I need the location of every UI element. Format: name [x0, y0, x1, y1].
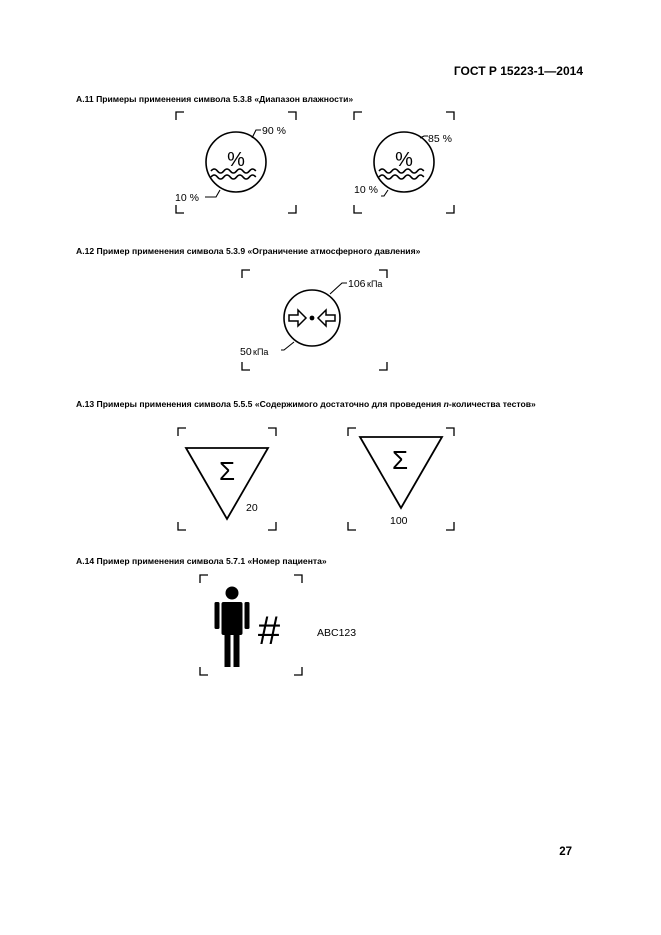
patient-number-example — [194, 571, 364, 681]
test-count-label: 20 — [246, 502, 258, 514]
person-icon — [215, 587, 250, 668]
caption-a13-italic-n: n — [443, 399, 449, 409]
document-code: ГОСТ Р 15223-1—2014 — [453, 64, 583, 78]
arrow-right-icon — [289, 310, 306, 326]
caption-a13-part1: А.13 Примеры применения символа 5.5.5 «Содержимого достаточно для проведения — [76, 399, 444, 409]
caption-a13 — [76, 398, 584, 411]
upper-pressure-value: 106 — [348, 278, 366, 290]
upper-limit-label: 90 % — [262, 125, 286, 137]
pressure-limit-example — [236, 266, 396, 374]
lower-limit-label: 10 % — [354, 184, 378, 196]
hash-icon: # — [257, 609, 281, 653]
upper-limit-label: 85 % — [428, 133, 452, 145]
lower-leader-line — [281, 342, 294, 350]
lower-leader-line — [205, 190, 220, 197]
sigma-icon: Σ — [391, 445, 409, 475]
caption-a14: А.14 Пример применения символа 5.7.1 «Номер пациента» — [76, 556, 327, 566]
humidity-range-example-1 — [170, 110, 305, 215]
upper-leader-line — [420, 136, 428, 138]
sigma-icon: Σ — [218, 456, 236, 486]
center-dot-icon — [310, 316, 315, 321]
percent-icon: % — [395, 149, 413, 171]
page-number: 27 — [559, 846, 572, 858]
upper-leader-line — [330, 283, 347, 294]
caption-a11: А.11 Примеры применения символа 5.3.8 «Диапазон влажности» — [76, 94, 354, 104]
lower-pressure-value: 50 — [240, 346, 252, 358]
lower-pressure-unit: кПа — [253, 347, 269, 357]
percent-icon: % — [227, 149, 245, 171]
humidity-range-example-2 — [348, 110, 483, 215]
caption-a12: А.12 Пример применения символа 5.3.9 «Ограничение атмосферного давления» — [76, 246, 421, 256]
upper-pressure-unit: кПа — [367, 279, 383, 289]
patient-id-label: ABC123 — [317, 627, 357, 639]
test-count-example-2 — [342, 424, 462, 536]
lower-limit-label: 10 % — [175, 192, 199, 204]
test-count-label: 100 — [390, 515, 408, 527]
arrow-left-icon — [318, 310, 335, 326]
caption-a13-part2: -количества тестов» — [448, 399, 536, 409]
lower-leader-line — [381, 190, 388, 196]
test-count-example-1 — [172, 424, 284, 536]
